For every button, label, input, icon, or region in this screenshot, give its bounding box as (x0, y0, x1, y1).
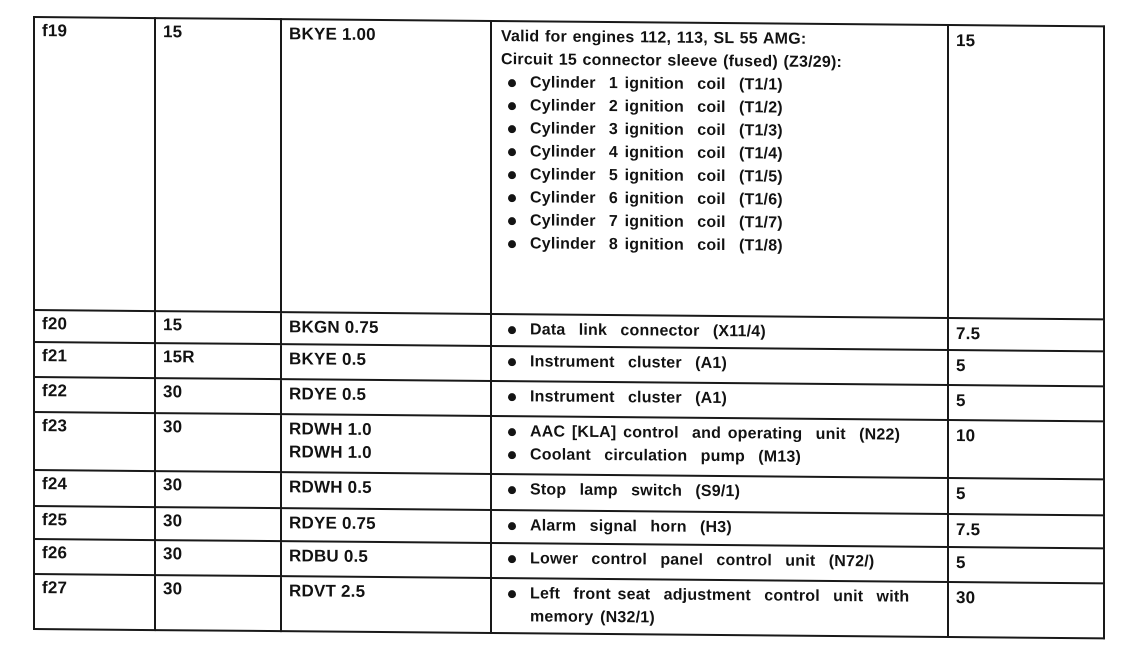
description-intro: Valid for engines 112, 113, SL 55 AMG: (501, 28, 807, 48)
amperage-cell (948, 25, 1104, 319)
list-item-text: Stop lamp switch (S9/1) (530, 481, 741, 501)
amperage-value: 5 (956, 553, 966, 573)
wire-gauge: RDYE 0.75 (289, 513, 376, 533)
wire-gauge-cell (281, 414, 491, 474)
fuse-allocation-table (33, 16, 1105, 639)
fuse-id: f26 (42, 543, 68, 563)
circuit-value: 30 (163, 382, 183, 402)
list-item-text: Cylinder 4 ignition coil (T1/4) (530, 143, 783, 163)
bullet-icon (508, 486, 516, 494)
circuit-value: 15R (163, 347, 195, 367)
list-item-text: Cylinder 5 ignition coil (T1/5) (530, 166, 783, 186)
circuit-value: 15 (163, 22, 183, 42)
bullet-icon (508, 217, 516, 225)
fuse-id-cell (34, 539, 155, 575)
bullet-icon (508, 522, 516, 530)
table-row (34, 412, 1104, 479)
list-item (501, 232, 943, 259)
wire-gauge-cell (281, 344, 491, 381)
wire-gauge: RDVT 2.5 (289, 581, 366, 601)
wire-gauge: BKYE 0.5 (289, 349, 367, 369)
amperage-cell (948, 514, 1104, 548)
amperage-value: 7.5 (956, 324, 981, 344)
description-cell (491, 474, 948, 514)
wire-gauge: BKGN 0.75 (289, 317, 379, 338)
list-item-text: Instrument cluster (A1) (530, 388, 728, 408)
list-item-text: Coolant circulation pump (M13) (530, 446, 802, 466)
amperage-cell (948, 582, 1104, 638)
fuse-id-cell (34, 412, 155, 471)
list-item-text: AAC [KLA] control and operating unit (N22) (530, 423, 901, 444)
list-item-text: Cylinder 1 ignition coil (T1/1) (530, 74, 783, 94)
circuit-value: 30 (163, 511, 183, 531)
wire-gauge: RDBU 0.5 (289, 546, 369, 566)
table-row (34, 17, 1104, 319)
description-cell (491, 416, 948, 478)
wire-gauge: RDWH 0.5 (289, 477, 372, 497)
fuse-table-container (33, 16, 1105, 639)
fuse-id: f21 (42, 346, 68, 366)
circuit-cell (155, 575, 281, 631)
list-item-text: Data link connector (X11/4) (530, 321, 766, 341)
fuse-id: f24 (42, 474, 68, 494)
list-item-text: Cylinder 7 ignition coil (T1/7) (530, 212, 783, 232)
list-item (501, 547, 943, 574)
list-item (501, 318, 943, 345)
amperage-value: 5 (956, 356, 966, 376)
description-cell (491, 543, 948, 582)
wire-gauge-cell (281, 379, 491, 416)
fuse-id-cell (34, 310, 155, 343)
bullet-icon (508, 590, 516, 598)
wire-gauge: RDWH 1.0 (289, 442, 372, 462)
bullet-icon (508, 171, 516, 179)
description-cell (491, 578, 948, 637)
circuit-value: 30 (163, 579, 183, 599)
wire-gauge-cell (281, 576, 491, 633)
bullet-icon (508, 125, 516, 133)
amperage-cell (948, 385, 1104, 421)
fuse-id-cell (34, 506, 155, 540)
bullet-icon (508, 148, 516, 156)
fuse-id: f19 (42, 21, 68, 41)
list-item-text: Instrument cluster (A1) (530, 353, 728, 373)
circuit-cell (155, 540, 281, 576)
circuit-value: 30 (163, 417, 183, 437)
list-item (501, 350, 943, 377)
fuse-id: f22 (42, 381, 68, 401)
wire-gauge: RDYE 0.5 (289, 384, 367, 404)
fuse-id: f20 (42, 314, 68, 334)
description-cell (491, 346, 948, 385)
description-intro: Circuit 15 connector sleeve (fused) (Z3/29): (501, 51, 843, 72)
wire-gauge: RDWH 1.0 (289, 419, 372, 439)
fuse-id: f23 (42, 416, 68, 436)
amperage-value: 5 (956, 391, 966, 411)
list-item-text: Alarm signal horn (H3) (530, 517, 732, 537)
wire-gauge-cell (281, 541, 491, 578)
bullet-icon (508, 79, 516, 87)
bullet-icon (508, 451, 516, 459)
wire-gauge-cell (281, 472, 491, 510)
fuse-id-cell (34, 17, 155, 311)
circuit-cell (155, 311, 281, 344)
list-item-text: Cylinder 8 ignition coil (T1/8) (530, 235, 783, 255)
description-cell (491, 381, 948, 420)
wire-gauge: BKYE 1.00 (289, 24, 376, 44)
list-item-text: Cylinder 3 ignition coil (T1/3) (530, 120, 783, 140)
amperage-cell (948, 478, 1104, 515)
amperage-value: 15 (956, 31, 976, 51)
list-item-text: Lower control panel control unit (N72/) (530, 550, 875, 571)
description-cell (491, 510, 948, 547)
wire-gauge-cell (281, 312, 491, 346)
list-item (501, 385, 943, 412)
description-cell (491, 314, 948, 350)
circuit-value: 30 (163, 544, 183, 564)
amperage-cell (948, 350, 1104, 386)
circuit-value: 15 (163, 315, 183, 335)
fuse-id: f27 (42, 578, 68, 598)
circuit-cell (155, 18, 281, 312)
circuit-cell (155, 507, 281, 541)
amperage-cell (948, 318, 1104, 351)
fuse-id-cell (34, 470, 155, 507)
table-row (34, 574, 1104, 638)
bullet-icon (508, 240, 516, 248)
circuit-value: 30 (163, 475, 183, 495)
circuit-cell (155, 413, 281, 472)
amperage-value: 30 (956, 588, 976, 608)
bullet-icon (508, 358, 516, 366)
amperage-value: 7.5 (956, 520, 981, 540)
fuse-id: f25 (42, 510, 68, 530)
list-item (501, 514, 943, 541)
bullet-icon (508, 194, 516, 202)
description-cell (491, 21, 948, 318)
fuse-id-cell (34, 574, 155, 630)
bullet-icon (508, 555, 516, 563)
amperage-value: 10 (956, 426, 976, 446)
bullet-icon (508, 102, 516, 110)
bullet-icon (508, 326, 516, 334)
list-item-text: Left front seat adjustment control unit with memory (N32/1) (530, 585, 917, 627)
amperage-cell (948, 547, 1104, 583)
bullet-icon (508, 393, 516, 401)
circuit-cell (155, 343, 281, 379)
list-item (501, 443, 943, 470)
circuit-cell (155, 378, 281, 414)
fuse-id-cell (34, 342, 155, 378)
wire-gauge-cell (281, 508, 491, 543)
circuit-cell (155, 471, 281, 508)
list-item (501, 582, 943, 632)
list-item-text: Cylinder 6 ignition coil (T1/6) (530, 189, 783, 209)
amperage-cell (948, 420, 1104, 479)
bullet-icon (508, 428, 516, 436)
wire-gauge-cell (281, 19, 491, 314)
list-item (501, 478, 943, 505)
list-item-text: Cylinder 2 ignition coil (T1/2) (530, 97, 783, 117)
fuse-id-cell (34, 377, 155, 413)
amperage-value: 5 (956, 484, 966, 504)
